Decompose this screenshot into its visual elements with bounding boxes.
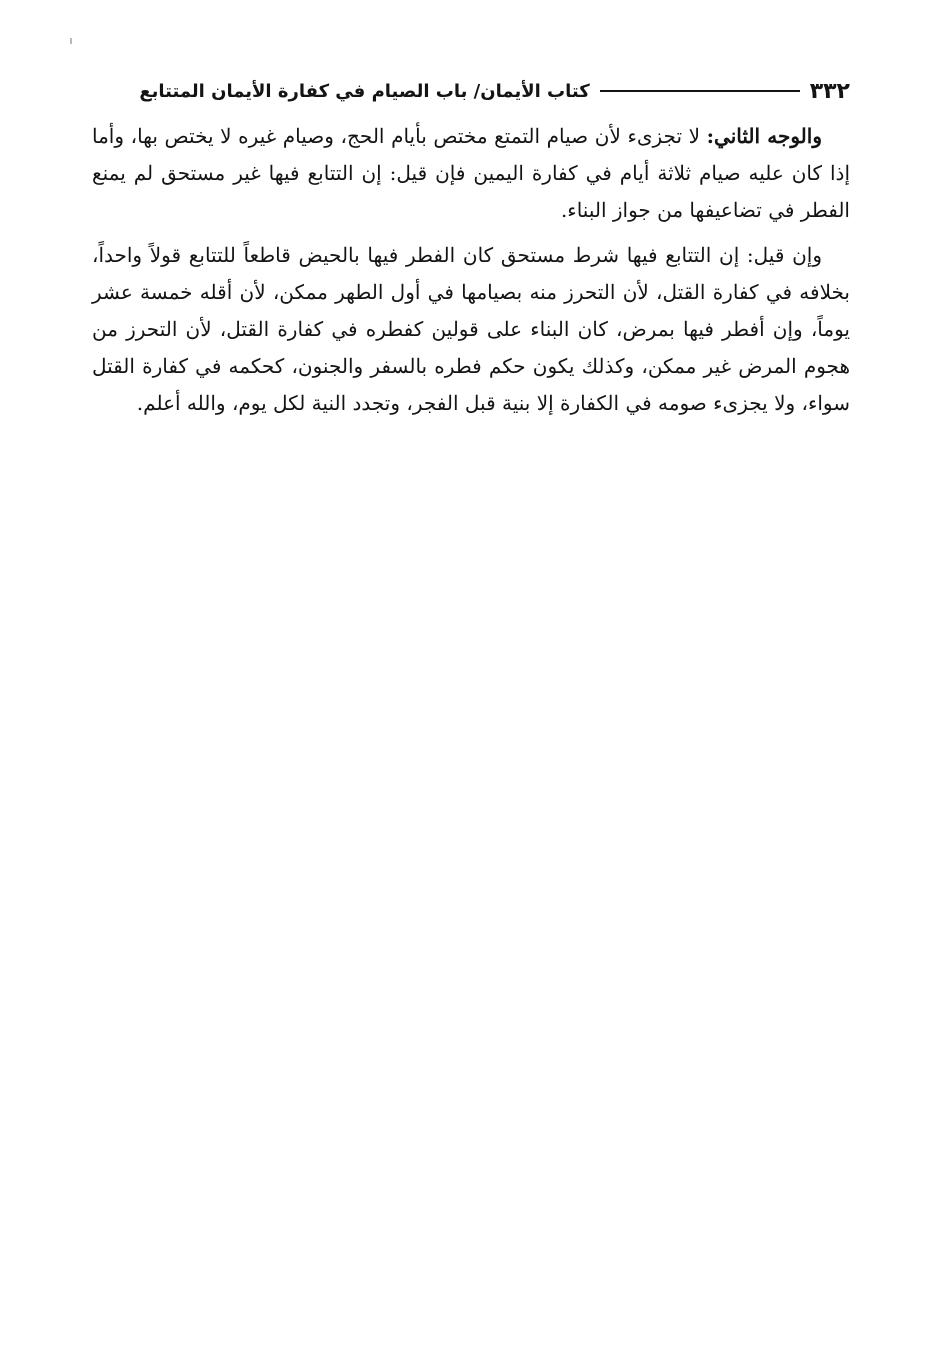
page-header [92, 74, 850, 108]
running-title: كتاب الأيمان/ باب الصيام في كفارة الأيمان المتتابع [139, 80, 590, 102]
page-number: ٣٣٢ [809, 78, 850, 104]
scan-mark [70, 38, 72, 44]
body-text [92, 118, 850, 422]
paragraph-2-text: وإن قيل: إن التتابع فيها شرط مستحق كان الفطر فيها بالحيض قاطعاً للتتابع قولاً واحداً، بخلافه في كفارة القتل، لأن التحرز منه بصيامها في أول الطهر ممكن، لأن أقله خمسة عشر يوماً، وإن أفطر فيها بمرض، كان البناء على قولين كفطره في كفارة القتل، لأن التحرز من هجوم المرض غير ممكن، وكذلك يكون حكم فطره بالسفر والجنون، كحكمه في كفارة القتل سواء، ولا يجزىء صومه في الكفارة إلا بنية قبل الفجر، وتجدد النية لكل يوم، والله أعلم. [92, 243, 850, 415]
paragraph-1-text: لا تجزىء لأن صيام التمتع مختص بأيام الحج، وصيام غيره لا يختص بها، وأما إذا كان عليه صيام ثلاثة أيام في كفارة اليمين فإن قيل: إن التتابع فيها غير مستحق لم يمنع الفطر في تضاعيفها من جواز البناء. [92, 124, 850, 222]
paragraph-2 [92, 237, 850, 422]
header-rule [600, 90, 800, 92]
paragraph-1-lead: والوجه الثاني: [706, 124, 822, 148]
paragraph-1 [92, 118, 850, 229]
